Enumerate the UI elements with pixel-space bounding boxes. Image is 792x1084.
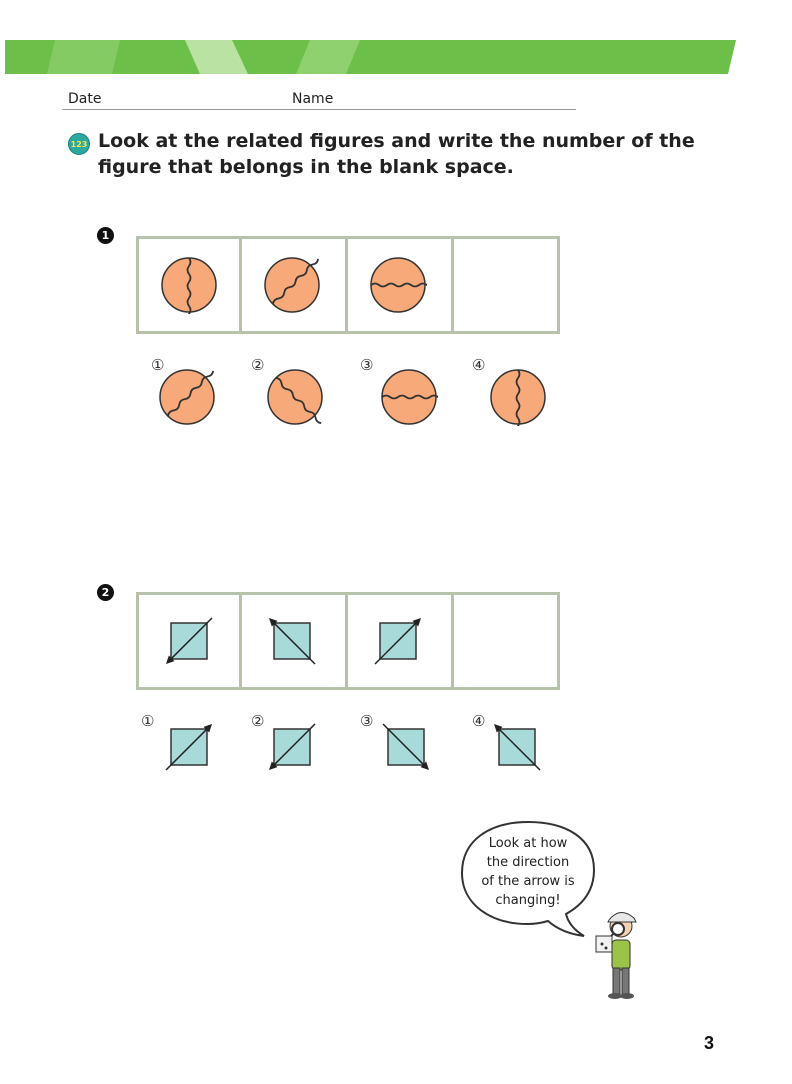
option-label: ④ (472, 712, 486, 730)
speech-line: the direction (486, 855, 570, 870)
option-label: ② (251, 712, 265, 730)
sequence-cell (242, 592, 348, 690)
option-label: ③ (360, 356, 374, 374)
date-label: Date (68, 91, 102, 107)
name-label: Name (292, 91, 334, 107)
option-label: ③ (360, 712, 374, 730)
speech-line: changing! (495, 893, 561, 908)
header-band (0, 0, 792, 80)
option-figure[interactable] (488, 718, 546, 780)
option-figure[interactable] (380, 368, 438, 430)
option-figure[interactable] (489, 368, 547, 430)
name-underline (62, 109, 576, 110)
problem-badge: 123 (68, 133, 90, 155)
instruction-text: Look at the related figures and write the number of the figure that belongs in the blank space. (98, 130, 695, 178)
option-figure[interactable] (377, 718, 435, 780)
sequence-cell (136, 592, 242, 690)
answer-blank-cell[interactable] (454, 236, 560, 334)
sequence-cell (348, 592, 454, 690)
option-figure[interactable] (160, 718, 218, 780)
option-label: ① (151, 356, 165, 374)
option-label: ④ (472, 356, 486, 374)
option-label: ② (251, 356, 265, 374)
problem-number-1: 1 (97, 227, 114, 244)
problem-1-sequence (136, 236, 560, 334)
sequence-cell (348, 236, 454, 334)
problem-number-2: 2 (97, 584, 114, 601)
sequence-cell (136, 236, 242, 334)
page-number: 3 (704, 1033, 715, 1053)
problem-2-sequence (136, 592, 560, 690)
option-label: ① (141, 712, 155, 730)
option-figure[interactable] (263, 718, 321, 780)
speech-line: of the arrow is (481, 874, 575, 889)
speech-line: Look at how (488, 836, 568, 851)
detective-character-illustration (588, 896, 648, 1002)
option-figure[interactable] (158, 368, 216, 430)
speech-bubble-text (468, 834, 588, 910)
option-figure[interactable] (266, 368, 324, 430)
answer-blank-cell[interactable] (454, 592, 560, 690)
sequence-cell (242, 236, 348, 334)
